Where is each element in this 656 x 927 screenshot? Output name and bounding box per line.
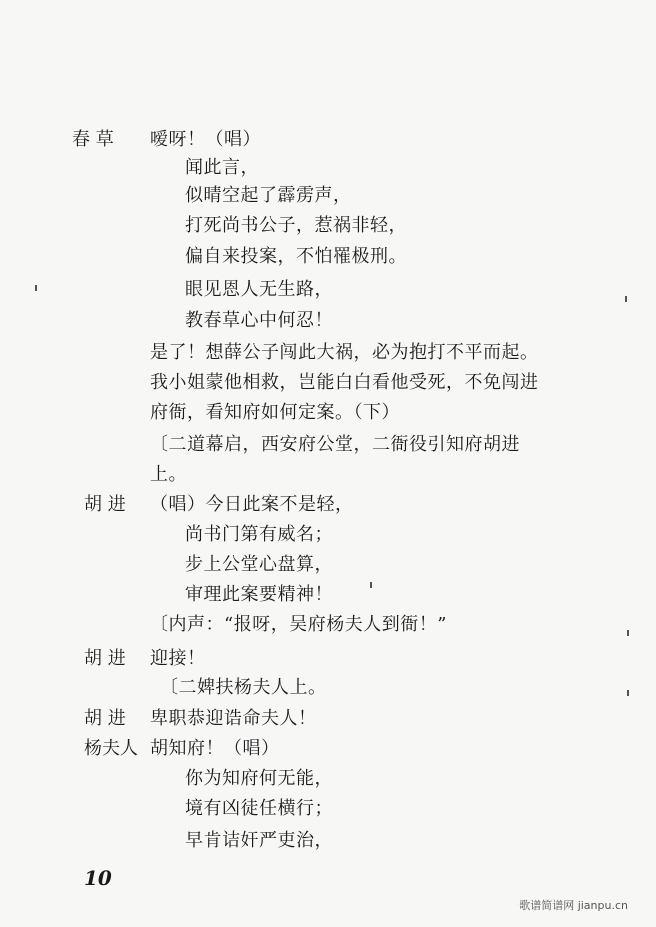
script-line: 尚书门第有威名；: [185, 524, 333, 545]
page-number: 10: [84, 866, 112, 890]
script-line: 步上公堂心盘算，: [185, 554, 333, 575]
scan-speck: [625, 296, 627, 302]
scan-speck: [370, 582, 372, 588]
script-line: （唱）今日此案不是轻，: [150, 494, 354, 515]
script-line: 卑职恭迎诰命夫人！: [150, 708, 317, 729]
scan-speck: [627, 630, 629, 636]
speaker-chuncao: 春 草: [72, 129, 114, 150]
stage-direction: 〔内声：“报呀，吴府杨夫人到衙！”: [150, 614, 447, 635]
speaker-hujin: 胡 进: [84, 494, 126, 515]
script-line: 审理此案要精神！: [185, 584, 333, 605]
speaker-hujin: 胡 进: [84, 708, 126, 729]
script-line: 偏自来投案，不怕罹极刑。: [185, 246, 407, 267]
script-line: 似晴空起了霹雳声，: [185, 185, 352, 206]
script-line: 是了！想薛公子闯此大祸，必为抱打不平而起。: [150, 342, 539, 363]
scan-speck: [627, 690, 629, 696]
script-line: 迎接！: [150, 648, 206, 669]
speaker-hujin: 胡 进: [84, 648, 126, 669]
script-line: 教春草心中何忍！: [185, 310, 333, 331]
scan-speck: [35, 285, 37, 291]
script-line: 眼见恩人无生路，: [185, 279, 333, 300]
script-line: 府衙，看知府如何定案。（下）: [150, 402, 400, 423]
script-line: 境有凶徒任横行；: [185, 798, 333, 819]
speaker-yangfuren: 杨夫人: [84, 738, 138, 759]
watermark: 歌谱简谱网 jianpu.cn: [519, 899, 628, 912]
stage-direction: 〔二道幕启，西安府公堂，二衙役引知府胡进: [150, 434, 520, 455]
script-line: 早肯诘奸严吏治，: [185, 830, 333, 851]
script-line: 打死尚书公子，惹祸非轻，: [185, 215, 407, 236]
stage-direction: 〔二婢扶杨夫人上。: [160, 677, 327, 698]
script-line: 嗳呀！（唱）: [150, 129, 261, 150]
script-line: 闻此言，: [185, 157, 259, 178]
script-line: 你为知府何无能，: [185, 768, 333, 789]
script-line: 我小姐蒙他相救，岂能白白看他受死，不免闯进: [150, 372, 539, 393]
stage-direction: 上。: [150, 464, 187, 485]
script-line: 胡知府！（唱）: [150, 738, 280, 759]
